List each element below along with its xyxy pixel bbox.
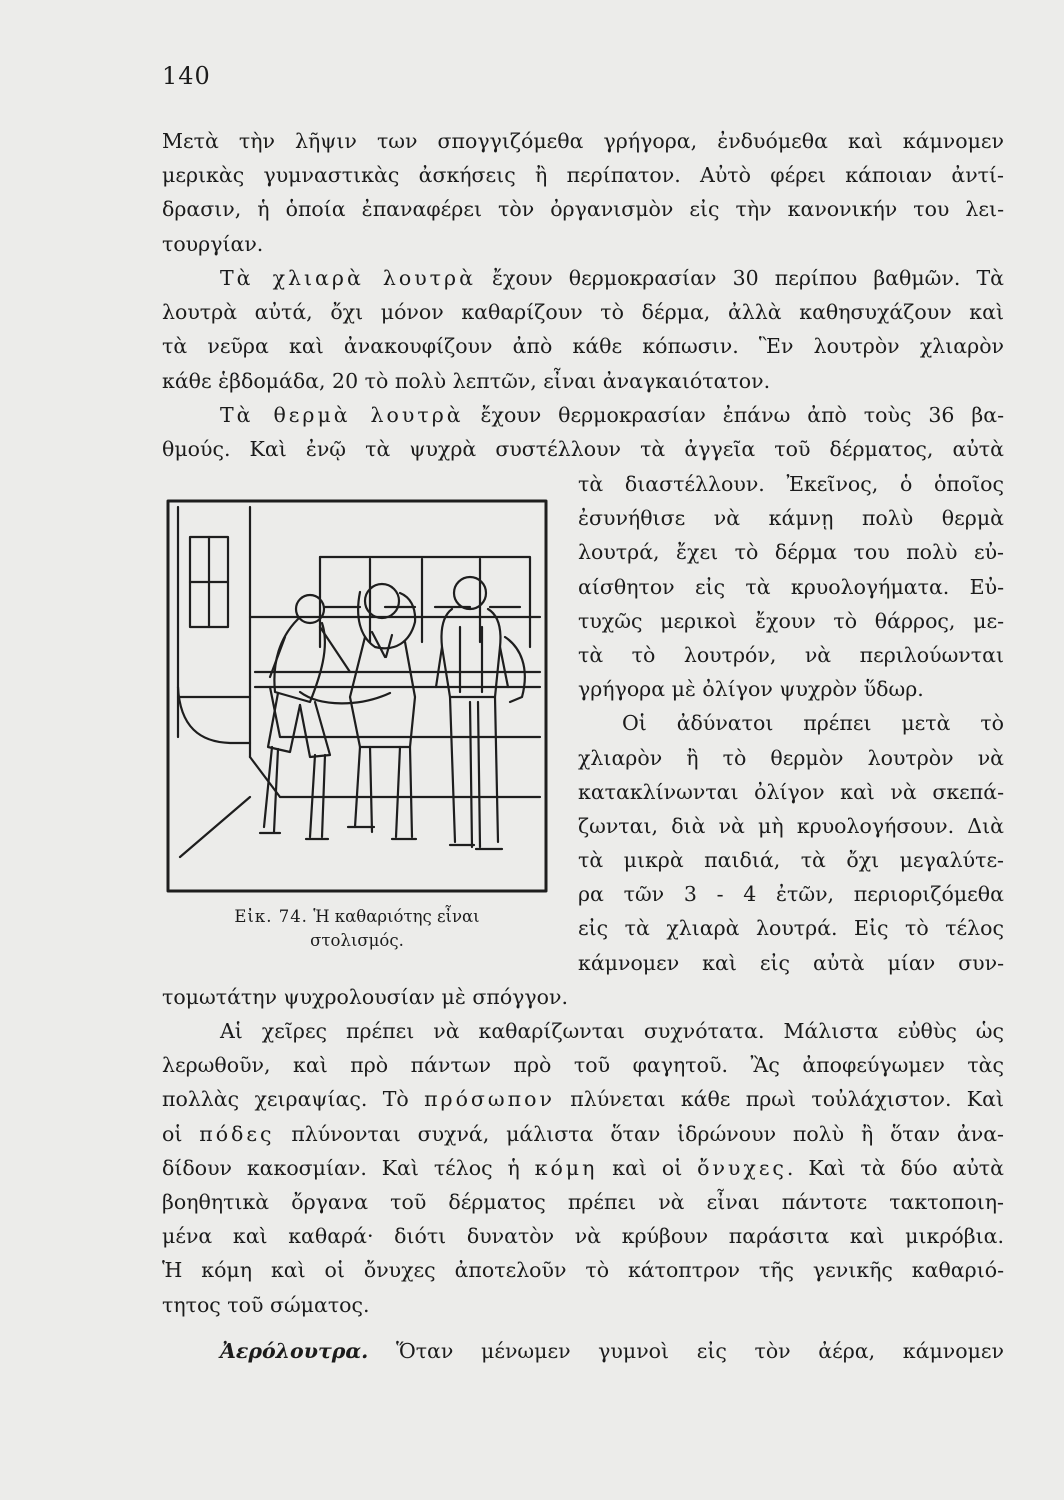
text-line: θμούς. Καὶ ἐνῷ τὰ ψυχρὰ συστέλλουν τὰ ἀγγεῖα τοῦ δέρματος, αὐτὰ [162,437,1004,462]
text-line: τὰ νεῦρα καὶ ἀνακουφίζουν ἀπὸ κάθε κόπωσιν. Ἓν λουτρὸν χλιαρὸν [162,334,1004,359]
text-line: γρήγορα μὲ ὀλίγον ψυχρὸν ὕδωρ. [578,677,924,702]
text-line: τὰ τὸ λουτρόν, νὰ περιλούωνται [578,642,1004,667]
term-nails: ὄνυχες [697,1155,787,1180]
text-line: εἰς τὰ χλιαρὰ λουτρά. Εἰς τὸ τέλος [578,916,1004,941]
text-line [162,398,1004,432]
figure-label: Εἰκ. 74. [234,907,308,926]
text-line: αίσθητον εἰς τὰ κρυολογήματα. Εὐ- [578,574,1004,599]
paragraph-hot-baths [162,398,1004,466]
text-fragment: δίδουν κακοσμίαν. Καὶ τέλος ἡ [162,1155,535,1180]
text-line: μένα καὶ καθαρά· διότι δυνατὸν νὰ κρύβουν παράσιτα καὶ μικρόβια. [162,1224,1004,1249]
text-line [162,1082,1004,1116]
text-line: βοηθητικὰ ὄργανα τοῦ δέρματος πρέπει νὰ εἶναι πάντοτε τακτοποιη- [162,1189,1004,1214]
text-line: ἐσυνήθισε νὰ κάμνῃ πολὺ θερμὰ [578,506,1004,531]
text-fragment: Ὅταν μένωμεν γυμνοὶ εἰς τὸν ἀέρα, κάμνομεν [395,1339,1004,1363]
text-fragment: οἱ [162,1121,200,1146]
text-line: τυχῶς μερικοὶ ἔχουν τὸ θάρρος, με- [578,608,1004,633]
text-fragment: πλύνονται συχνά, μάλιστα ὅταν ἱδρώνουν πολὺ ἢ ὅταν ἀνα- [274,1121,1004,1146]
figure-illustration [160,497,552,897]
text-line: κάθε ἑβδομάδα, 20 τὸ πολὺ λεπτῶν, εἶναι ἀναγκαιότατον. [162,368,771,393]
text-line: τομωτάτην ψυχρολουσίαν μὲ σπόγγον. [162,985,568,1009]
text-line: κατακλίνωνται ὀλίγον καὶ νὰ σκεπά- [578,779,1004,804]
paragraph-warm-baths [162,261,1004,398]
term-face: πρόσωπον [424,1087,555,1112]
text-line: τουργίαν. [162,231,264,256]
text-line: λερωθοῦν, καὶ πρὸ πάντων πρὸ τοῦ φαγητοῦ. Ἂς ἀποφεύγωμεν τὰς [162,1053,1004,1078]
paragraph-hands [162,1014,1004,1322]
paragraph-air-baths [162,1334,1004,1368]
text-line: κάμνομεν καὶ εἰς αὐτὰ μίαν συν- [578,950,1004,975]
text-line: Μετὰ τὴν λῆψιν των σπογγιζόμεθα γρήγορα, ἐνδυόμεθα καὶ κάμνομεν [162,129,1004,153]
text-line: Αἱ χεῖρες πρέπει νὰ καθαρίζωνται συχνότατα. Μάλιστα εὐθὺς ὡς [220,1019,1004,1043]
text-line: Ἡ κόμη καὶ οἱ ὄνυχες ἀποτελοῦν τὸ κάτοπτρον τῆς γενικῆς καθαριό- [162,1258,1004,1283]
term-feet: πόδες [199,1121,275,1146]
text-line [162,1151,1004,1185]
text-line: λουτρὰ αὐτά, ὄχι μόνον καθαρίζουν τὸ δέρμα, ἀλλὰ καθησυχάζουν καὶ [162,300,1004,325]
text-line: τὰ μικρὰ παιδιά, τὰ ὄχι μεγαλύτε- [578,848,1004,873]
paragraph-continuation [162,980,1004,1014]
text-fragment: καὶ οἱ [597,1155,698,1180]
text-line [162,1334,1004,1368]
term-air-baths: Ἀερόλουτρα. [220,1339,369,1363]
right-column-text [578,467,1004,980]
text-line: μερικὰς γυμναστικὰς ἀσκήσεις ἢ περίπατον. Αὐτὸ φέρει κάποιαν ἀντί- [162,163,1004,188]
text-line: ζωνται, διὰ νὰ μὴ κρυολογήσουν. Διὰ [578,813,1004,838]
text-fragment: ἔχουν θερμοκρασίαν 30 περίπου βαθμῶν. Τὰ [492,266,1004,290]
text-fragment: πλύνεται κάθε πρωὶ τοὐλάχιστον. Καὶ [554,1087,1004,1112]
page-number: 140 [162,62,211,90]
term-hair: κόμη [534,1155,598,1180]
term-hot-baths: Τὰ θερμὰ λουτρὰ [220,403,464,427]
text-fragment: ἔχουν θερμοκρασίαν ἐπάνω ἀπὸ τοὺς 36 βα- [480,403,1004,427]
text-line: λουτρά, ἔχει τὸ δέρμα του πολὺ εὐ- [578,540,1004,565]
text-line: χλιαρὸν ἢ τὸ θερμὸν λουτρὸν νὰ [578,745,1004,770]
paragraph-after-bath [162,124,1004,261]
text-line [162,1117,1004,1151]
figure-caption [172,905,542,953]
term-warm-baths: Τὰ χλιαρὰ λουτρὰ [220,266,476,290]
text-line: ρα τῶν 3 - 4 ἐτῶν, περιοριζόμεθα [578,882,1004,907]
text-line [162,261,1004,295]
text-line: τητος τοῦ σώματος. [162,1292,370,1317]
caption-text-1: Ἡ καθαριότης εἶναι [313,907,480,926]
washroom-illustration [160,497,552,897]
text-line: δρασιν, ἡ ὁποία ἐπαναφέρει τὸν ὀργανισμὸν εἰς τὴν κανονικήν του λει- [162,197,1004,222]
text-fragment: πολλὰς χειραψίας. Τὸ [162,1087,425,1112]
caption-text-2: στολισμός. [310,931,404,950]
text-fragment: . Καὶ τὰ δύο αὐτὰ [786,1155,1004,1180]
text-line: Οἱ ἀδύνατοι πρέπει μετὰ τὸ [622,711,1004,736]
text-line: τὰ διαστέλλουν. Ἐκεῖνος, ὁ ὁποῖος [578,472,1004,496]
